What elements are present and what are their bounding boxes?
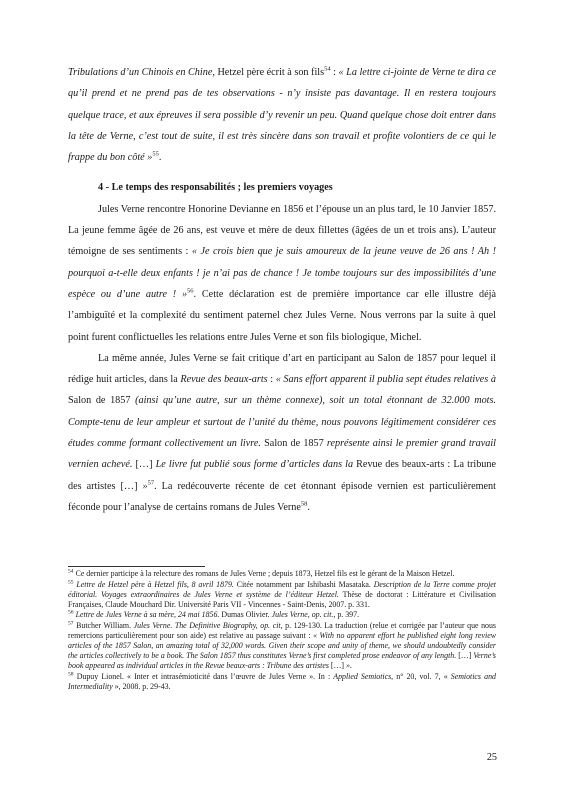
text-run: Dumas Olivier.: [219, 610, 272, 620]
footnotes: [68, 569, 496, 693]
italic-text: Applied Semiotics: [333, 671, 392, 681]
text-run: :: [330, 67, 339, 78]
text-run: , p. 397.: [333, 610, 360, 620]
page-number: 25: [486, 752, 497, 763]
footnote-number: 56: [68, 609, 74, 616]
text-run: […]: [132, 459, 156, 471]
footnote-reference: 54: [324, 65, 331, 73]
text-run: Dupuy Lionel. « Inter et intrasémioticité dans l’œuvre de Jules Verne ». In :: [73, 671, 334, 681]
text-run: Salon de 1857: [68, 395, 131, 407]
text-run: Revue des beaux-arts : La tribune des artistes […]: [68, 459, 496, 492]
paragraph-hetzel-letter: [68, 62, 496, 168]
italic-text: « With no apparent effort he published eight long review articles of the 1857 Salon, an amazing total of 32,000 words. Given their scope and unity of theme, we should undoubtedly consider the articles collectively to be a book. The Salon 1857 thus constitutes Verne’s first completed prose endeavor of any length.: [68, 631, 497, 661]
footnote-separator: [68, 566, 205, 567]
italic-text: Jules Verne. The Definitive Biography, op. cit,: [133, 620, 283, 630]
footnote-number: 58: [68, 671, 74, 678]
italic-text: « Sans effort apparent il publia sept études relatives à: [275, 374, 496, 386]
text-run: :: [267, 374, 276, 386]
footnote-number: 54: [68, 568, 74, 575]
footnote-58: [68, 672, 496, 692]
text-run: . Cette déclaration est de première importance car elle illustre déjà l’ambiguïté et la complexité du sentiment paternel chez Jules Verne. Nous verrons par la suite à quel point furent conflictuelles les relations entre Jules Verne et son fils biologique, Michel.: [68, 288, 497, 343]
body-text: [68, 62, 496, 518]
section-heading: 4 - Le temps des responsabilités ; les premiers voyages: [98, 182, 333, 194]
footnote-reference: 57: [147, 479, 155, 487]
italic-text: Description de la Terre comme projet éditorial. Voyages extraordinaires de Jules Verne et système de l’éditeur Hetzel.: [68, 579, 496, 599]
footnote-55: [68, 580, 496, 610]
footnote-57: [68, 621, 496, 671]
italic-text: Revue des beaux-arts: [180, 374, 268, 386]
footnote-reference: 58: [300, 500, 308, 508]
text-run: », 2008. p. 29-43.: [112, 682, 171, 692]
text-run: Ce dernier participe à la relecture des romans de Jules Verne ; depuis 1873, Hetzel fils est le gérant de la Maison Hetzel.: [73, 569, 455, 578]
paragraph-salon-1857: [68, 348, 496, 518]
text-run: p. 129-130. La traduction (relue et corrigée par l’auteur que nous remercions particulièrement pour son aide) est relative au passage suivant :: [68, 620, 496, 641]
text-run: […]: [456, 651, 474, 661]
italic-text: Tribulations d’un Chinois en Chine: [68, 67, 213, 78]
text-run: Butcher William.: [73, 620, 134, 630]
footnote-reference: 55: [152, 150, 159, 158]
text-run: Thèse de doctorat : Littérature et Civilisation Françaises, Claude Mouchard Dir. Université Paris VII - Vincennes - Saint-Denis, 2007. p. 331.: [68, 589, 496, 609]
italic-text: Lettre de Hetzel père à Hetzel fils, 8 avril 1879.: [76, 579, 234, 589]
text-run: Jules Verne rencontre Honorine Devianne en 1856 et l’épouse un an plus tard, le 10 Janvier 1857. La jeune femme âgée de 26 ans, est veuve et mère de deux fillettes (âgées de un et trois ans). L’auteur témoigne de ses sentiments :: [68, 203, 496, 258]
text-run: .: [307, 501, 310, 513]
text-run: . La redécouverte récente de cet étonnant épisode vernien est particulièrement féconde pour l’analyse de certains romans de Jules Verne: [68, 480, 496, 513]
text-run: La même année, Jules Verne se fait critique d’art en participant au Salon de 1857 pour lequel il rédige huit articles, dans la: [68, 352, 496, 386]
italic-text: Le livre fut publié sous forme d’articles dans la: [155, 459, 354, 471]
footnote-number: 57: [68, 620, 74, 627]
text-run: , Hetzel père écrit à son fils: [212, 67, 325, 78]
italic-text: « La lettre ci-jointe de Verne te dira ce qu’il prend et ne prend pas de tes observations - n’y insiste pas davantage. Il en restera toujours quelque trace, et aux épreuves il sera possible d’y revenir un peu. Quand quelque chose doit entrer dans la tête de Verne, c’est tout de suite, il est très sincère dans son travail et profite volontiers de ce qui le frappe du bon côté »: [68, 67, 496, 164]
text-run: Citée notamment par Ishibashi Masataka.: [233, 579, 374, 589]
italic-text: Semiotics and Intermediality: [68, 671, 496, 692]
paragraph-honorine: [68, 199, 496, 348]
italic-text: représente ainsi le premier grand travail vernien achevé.: [68, 438, 496, 471]
text-run: Salon de 1857: [260, 438, 327, 450]
italic-text: Verne’s book appeared as individual articles in the Revue beaux-arts : Tribune des artistes: [68, 651, 496, 671]
footnote-number: 55: [68, 578, 74, 585]
italic-text: (ainsi qu’une autre, sur un thème connexe), soit un total étonnant de 32.000 mots. Compte-tenu de leur ampleur et surtout de l’unité du thème, nous pouvons légitimement considérer ces études comme formant collectivement un livre.: [68, 395, 496, 450]
italic-text: Lettre de Jules Verne à sa mère, 24 mai 1856.: [75, 610, 220, 620]
italic-text: ».: [346, 661, 352, 671]
italic-text: Jules Verne, op. cit.: [271, 610, 334, 620]
text-run: .: [158, 152, 162, 164]
italic-text: »: [142, 480, 148, 492]
footnote-56: [68, 610, 496, 620]
footnote-reference: 56: [187, 287, 194, 295]
footnote-54: [68, 569, 496, 579]
text-run: , n° 20, vol. 7, «: [391, 671, 451, 681]
italic-text: « Je crois bien que je suis amoureux de la jeune veuve de 26 ans ! Ah ! pourquoi a-t-elle deux enfants ! je n’ai pas de chance ! Je tombe toujours sur des impossibilités d’une espèce ou d’une autre ! »: [68, 246, 496, 300]
text-run: […]: [328, 661, 347, 671]
